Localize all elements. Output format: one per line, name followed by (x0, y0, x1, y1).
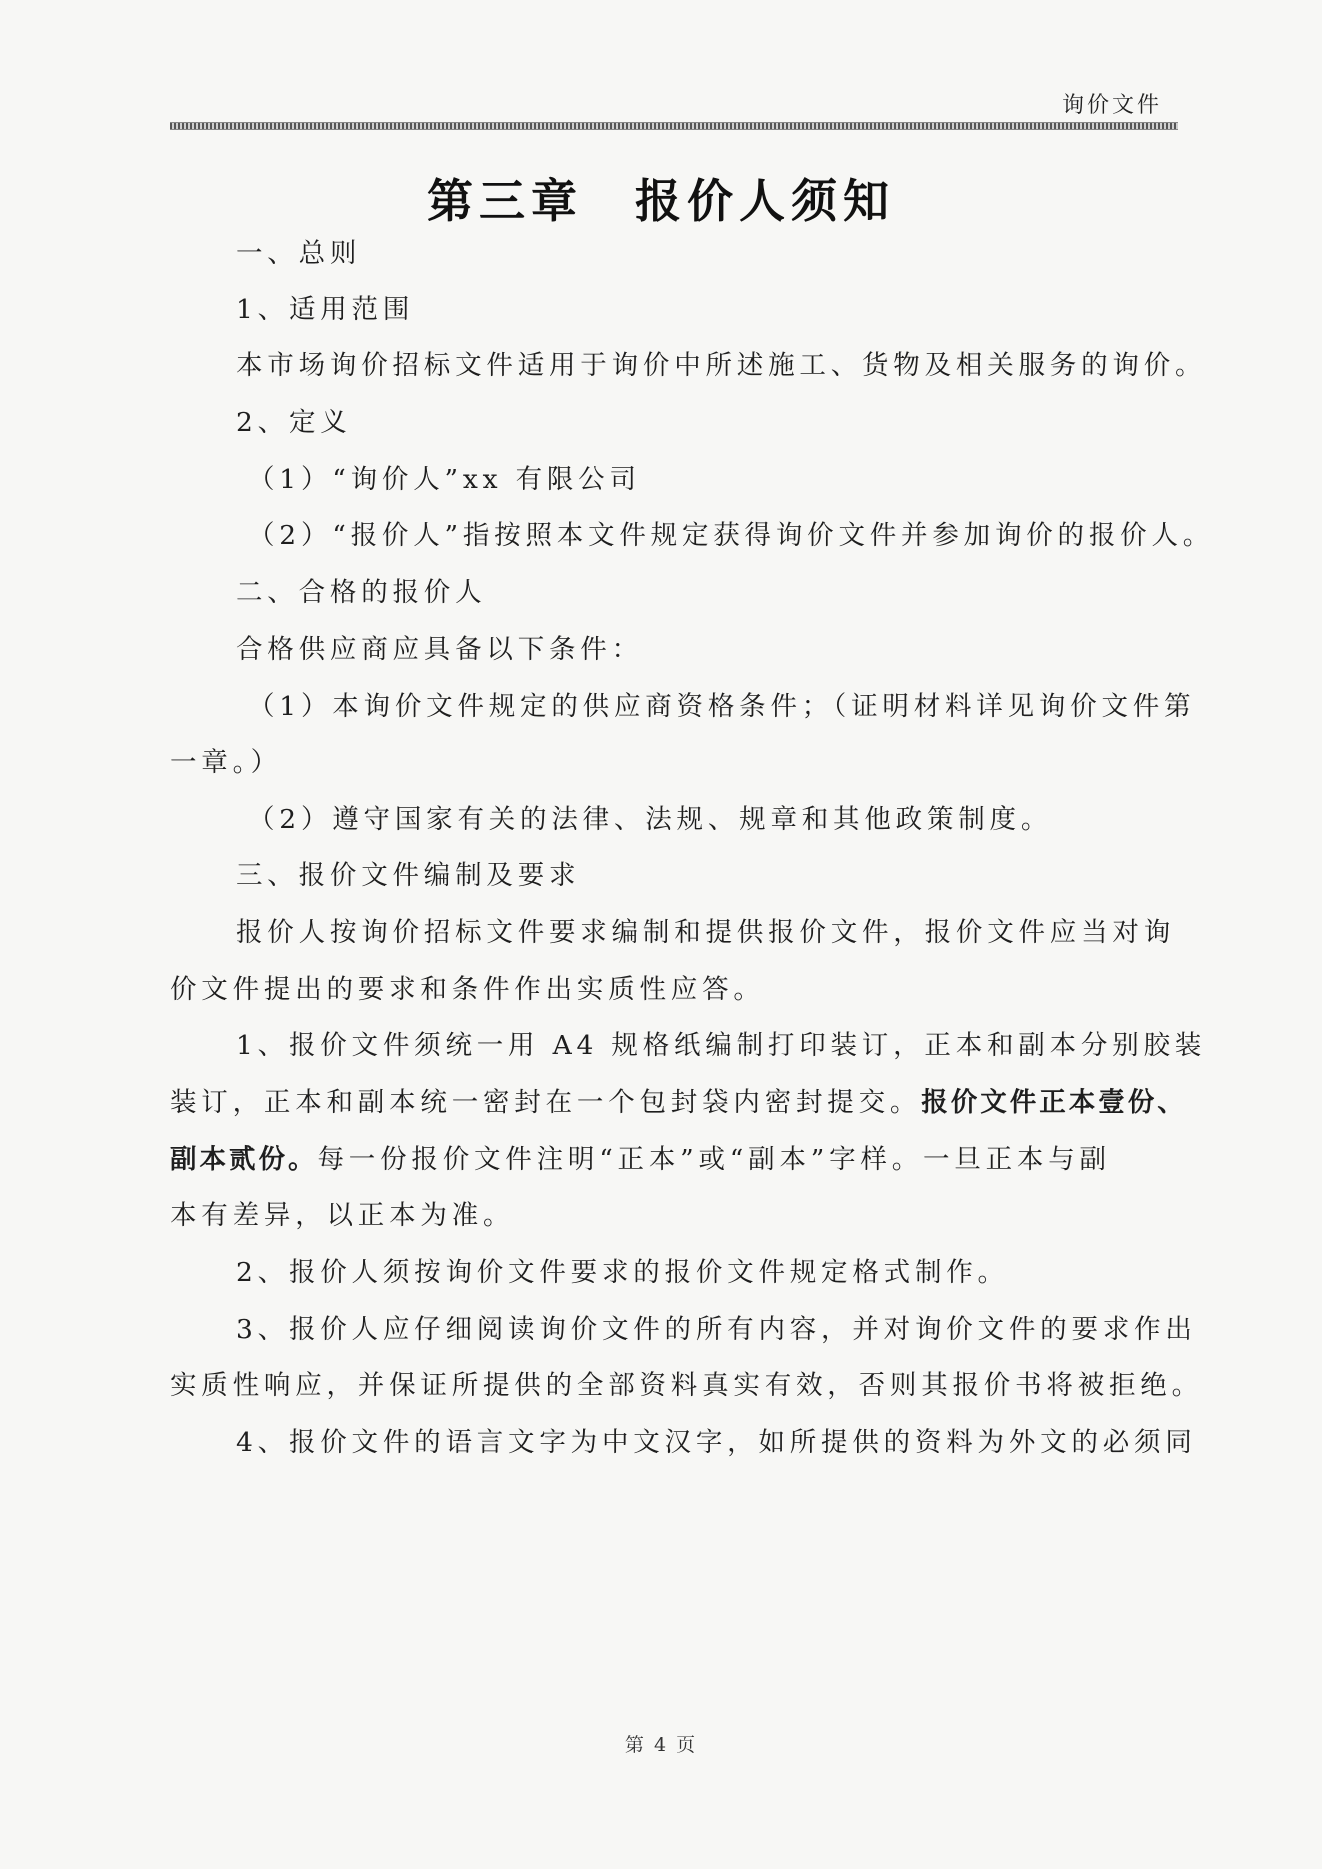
requirement-1-text-cont: 每一份报价文件注明“正本”或“副本”字样。一旦正本与副 (317, 1144, 1111, 1175)
requirement-1-line3 (170, 1142, 1180, 1178)
paragraph-scope: 本市场询价招标文件适用于询价中所述施工、货物及相关服务的询价。 (236, 350, 1207, 381)
requirement-3-cont: 实质性响应，并保证所提供的全部资料真实有效，否则其报价书将被拒绝。 (170, 1370, 1203, 1401)
paragraph-conditions: 合格供应商应具备以下条件： (236, 634, 643, 665)
section-heading-preparation: 三、报价文件编制及要求 (236, 860, 581, 891)
requirement-3: 3、报价人应仔细阅读询价文件的所有内容，并对询价文件的要求作出 (236, 1314, 1197, 1345)
definition-item-2: （2）“报价人”指按照本文件规定获得询价文件并参加询价的报价人。 (248, 520, 1215, 551)
chapter-title: 第三章 报价人须知 (427, 174, 895, 228)
requirement-4: 4、报价文件的语言文字为中文汉字，如所提供的资料为外文的必须同 (236, 1427, 1197, 1458)
page-number: 第 4 页 (624, 1734, 698, 1756)
subheading-scope: 1、适用范围 (236, 294, 415, 325)
copies-emphasis-cont: 副本贰份。 (170, 1144, 318, 1175)
requirement-1-text: 装订，正本和副本统一密封在一个包封袋内密封提交。 (170, 1087, 922, 1118)
paragraph-preparation: 报价人按询价招标文件要求编制和提供报价文件，报价文件应当对询 (236, 917, 1175, 948)
section-heading-general: 一、总则 (236, 238, 362, 269)
requirement-1: 1、报价文件须统一用 A4 规格纸编制打印装订，正本和副本分别胶装 (236, 1030, 1207, 1061)
paragraph-preparation-cont: 价文件提出的要求和条件作出实质性应答。 (170, 974, 765, 1005)
header-rule (170, 122, 1178, 130)
definition-item-1: （1）“询价人”xx 有限公司 (248, 464, 641, 495)
section-heading-qualified: 二、合格的报价人 (236, 577, 487, 608)
condition-item-2: （2）遵守国家有关的法律、法规、规章和其他政策制度。 (248, 804, 1053, 835)
copies-emphasis: 报价文件正本壹份、 (921, 1087, 1187, 1118)
condition-item-1-cont: 一章。） (170, 747, 282, 778)
condition-item-1: （1）本询价文件规定的供应商资格条件；（证明材料详见询价文件第 (248, 691, 1196, 722)
subheading-definition: 2、定义 (236, 407, 352, 438)
requirement-1-line2 (170, 1085, 1187, 1121)
header-label: 询价文件 (1061, 93, 1162, 118)
requirement-2: 2、报价人须按询价文件要求的报价文件规定格式制作。 (236, 1257, 1009, 1288)
requirement-1-line4: 本有差异，以正本为准。 (170, 1200, 515, 1231)
